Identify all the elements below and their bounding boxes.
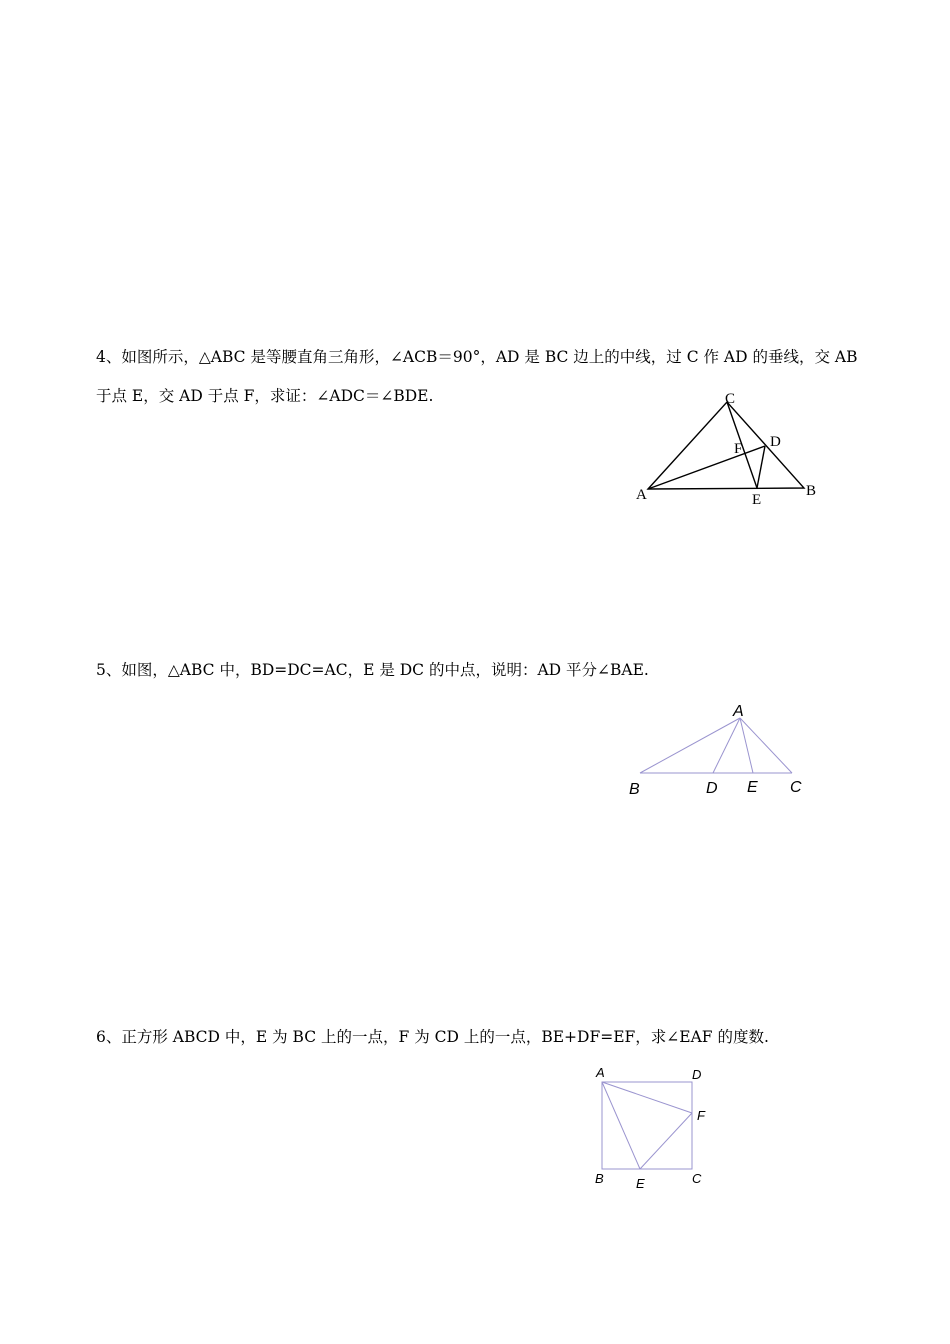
segment-ef xyxy=(640,1113,692,1169)
problem-4-figure xyxy=(620,380,840,510)
segment-ad xyxy=(713,718,740,773)
segment-ae xyxy=(740,718,753,773)
label-e: E xyxy=(752,492,762,508)
label-e: E xyxy=(747,779,758,796)
square-abcd xyxy=(602,1082,692,1169)
label-b: B xyxy=(806,483,817,499)
segment-de xyxy=(757,446,765,488)
problem-4-text-line1: 4、如图所示，△ABC 是等腰直角三角形，∠ACB＝90°，AD 是 BC 边上的中线，过 C 作 AD 的垂线，交 AB xyxy=(96,348,858,366)
label-d: D xyxy=(770,434,781,450)
label-d: D xyxy=(706,780,718,797)
problem-6-text: 6、正方形 ABCD 中，E 为 BC 上的一点，F 为 CD 上的一点，BE+DF=EF，求∠EAF 的度数. xyxy=(96,1028,769,1046)
label-a: A xyxy=(636,487,647,503)
segment-ac xyxy=(740,718,792,773)
label-b: B xyxy=(629,781,640,798)
label-a: A xyxy=(596,1065,605,1080)
label-a: A xyxy=(733,703,744,720)
label-e: E xyxy=(636,1176,645,1191)
label-b: B xyxy=(595,1171,604,1186)
segment-ad xyxy=(648,446,765,489)
label-c: C xyxy=(725,391,736,407)
label-f: F xyxy=(734,441,743,457)
problem-5-figure xyxy=(620,698,820,808)
segment-af xyxy=(602,1082,692,1113)
segment-ab xyxy=(640,718,740,773)
problem-4-text-line2: 于点 E，交 AD 于点 F，求证：∠ADC＝∠BDE. xyxy=(96,387,434,405)
label-c: C xyxy=(692,1171,702,1186)
problem-6-figure xyxy=(585,1062,725,1197)
label-c: C xyxy=(790,779,802,796)
label-f: F xyxy=(697,1108,705,1123)
label-d: D xyxy=(692,1067,702,1082)
problem-5-text: 5、如图，△ABC 中，BD=DC=AC，E 是 DC 的中点，说明：AD 平分∠BAE. xyxy=(96,661,649,679)
segment-ae xyxy=(602,1082,640,1169)
